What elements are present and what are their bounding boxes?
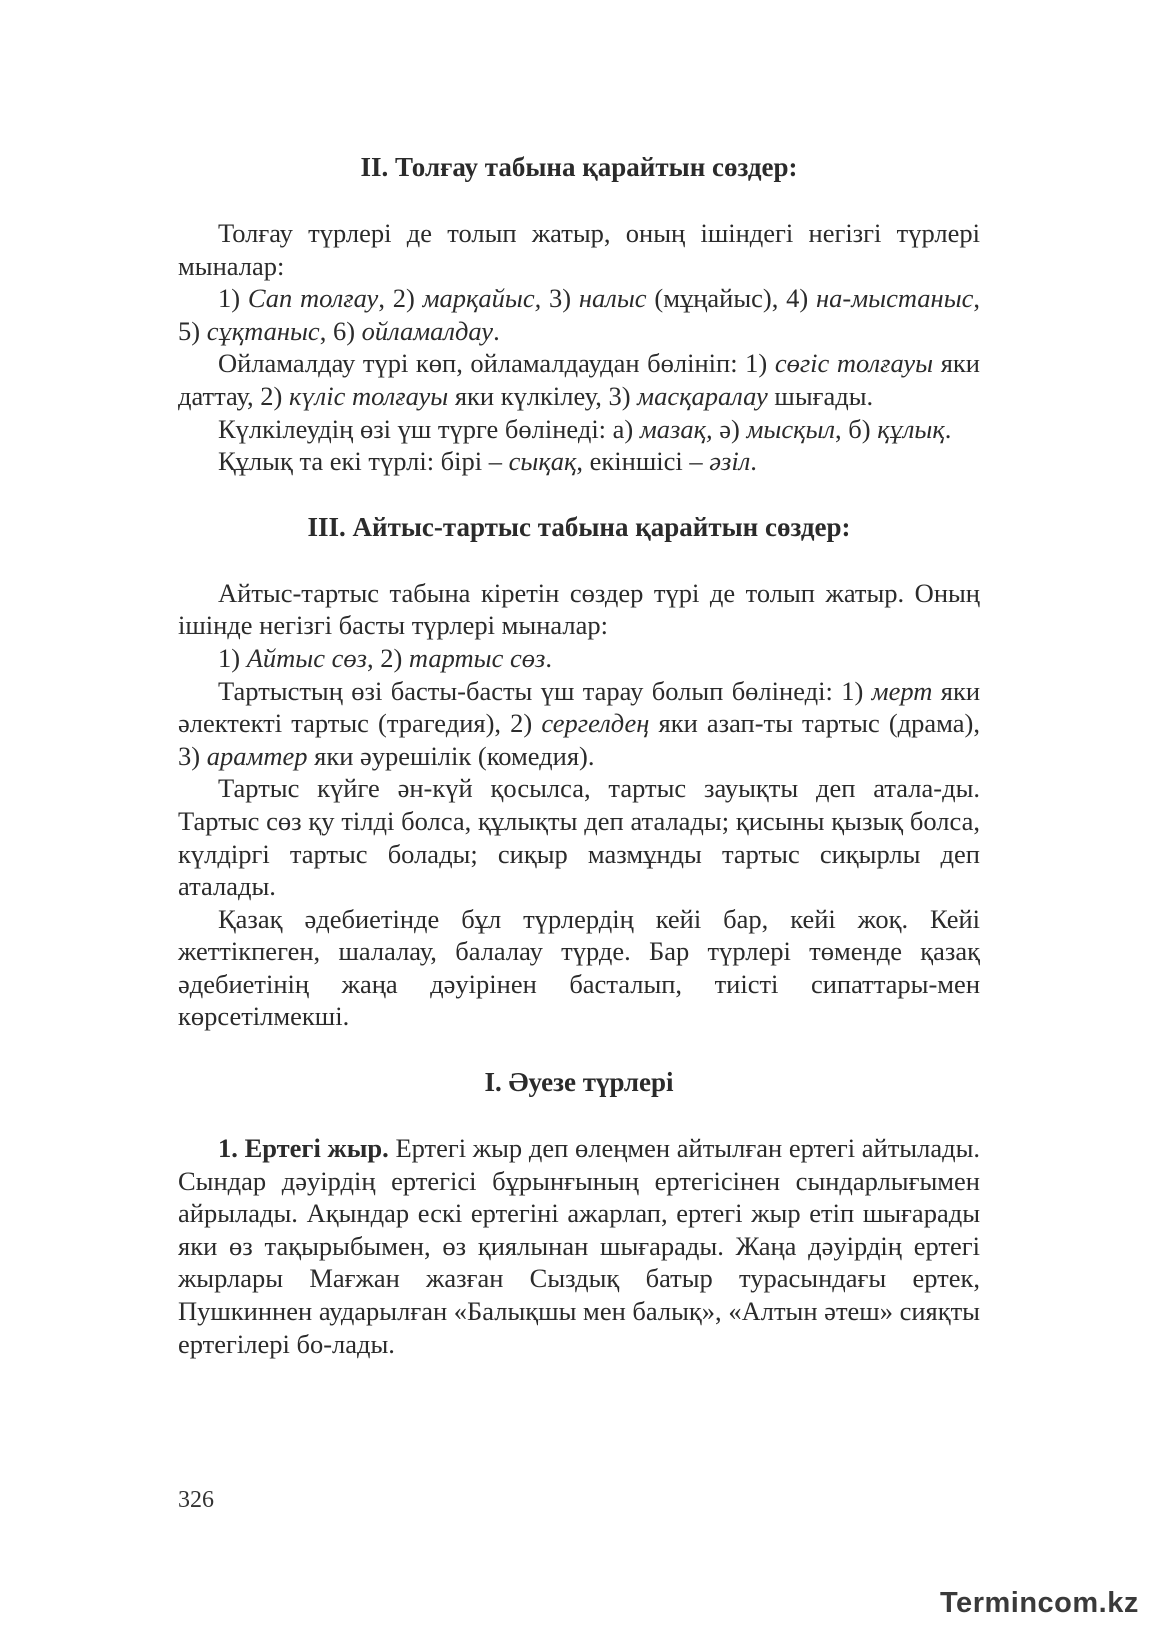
paragraph: Тартыс күйге ән-күй қосылса, тартыс зауықты деп атала-ды. Тартыс сөз қу тілді болса, құлықты деп аталады; қисыны қызық болса, күлдіргі тартыс болады; сиқыр мазмұнды тартыс сиқырлы деп аталады.	[178, 773, 980, 902]
paragraph: 1. Ертегі жыр. Ертегі жыр деп өлеңмен айтылған ертегі айтылады. Сындар дәуірдің ертегісі бұрынғының ертегісінен сындарлығымен айрылады. Ақындар ескі ертегіні ажарлап, ертегі жыр етіп шығарады яки өз тақырыбымен, өз қиялынан шығарады. Жаңа дәуірдің ертегі жырлары Мағжан жазған Сыздық батыр турасындағы ертек, Пушкиннен аударылған «Балықшы мен балық», «Алтын әтеш» сияқты ертегілері бо-лады.	[178, 1133, 980, 1359]
section-heading-tolgau: ІІ. Толғау табына қарайтын сөздер:	[360, 152, 798, 182]
paragraph: Күлкілеудің өзі үш түрге бөлінеді: а) мазақ, ә) мысқыл, б) құлық.	[218, 413, 952, 444]
page-number: 326	[178, 1487, 214, 1513]
paragraph: Тартыстың өзі басты-басты үш тарау болып бөлінеді: 1) мерт яки әлектекті тартыс (трагедия), 2) сергелдең яки азап-ты тартыс (драма), 3) арамтер яки әурешілік (комедия).	[178, 675, 980, 771]
section-heading-aitys: ІІІ. Айтыс-тартыс табына қарайтын сөздер:	[307, 511, 851, 542]
section-heading-auez: І. Әуезе түрлері	[484, 1067, 674, 1098]
paragraph: Айтыс-тартыс табына кіретін сөздер түрі де толып жатыр. Оның ішінде негізгі басты түрлері мыналар:	[178, 577, 980, 641]
paragraph: 1) Айтыс сөз, 2) тартыс сөз.	[218, 642, 552, 673]
paragraph: 1) Сап толғау, 2) марқайыс, 3) налыс (мұңайыс), 4) на-мыстаныс, 5) сұқтаныс, 6) ойламалдау.	[178, 283, 981, 346]
paragraph: Толғау түрлері де толып жатыр, оның ішіндегі негізгі түрлері мыналар:	[178, 218, 980, 281]
page-content	[178, 150, 980, 1360]
watermark-logo: Termincom.kz	[940, 1587, 1139, 1619]
paragraph: Ойламалдау түрі көп, ойламалдаудан бөлініп: 1) сөгіс толғауы яки даттау, 2) күліс толғауы яки күлкілеу, 3) масқаралау шығады.	[178, 348, 980, 411]
paragraph: Құлық та екі түрлі: бірі – сықақ, екіншісі – әзіл.	[218, 446, 757, 477]
paragraph: Қазақ әдебиетінде бұл түрлердің кейі бар, кейі жоқ. Кейі жеттікпеген, шалалау, балалау түрде. Бар түрлері төменде қазақ әдебиетінің жаңа дәуірінен басталып, тиісті сипаттары-мен көрсетілмекші.	[178, 903, 980, 1032]
